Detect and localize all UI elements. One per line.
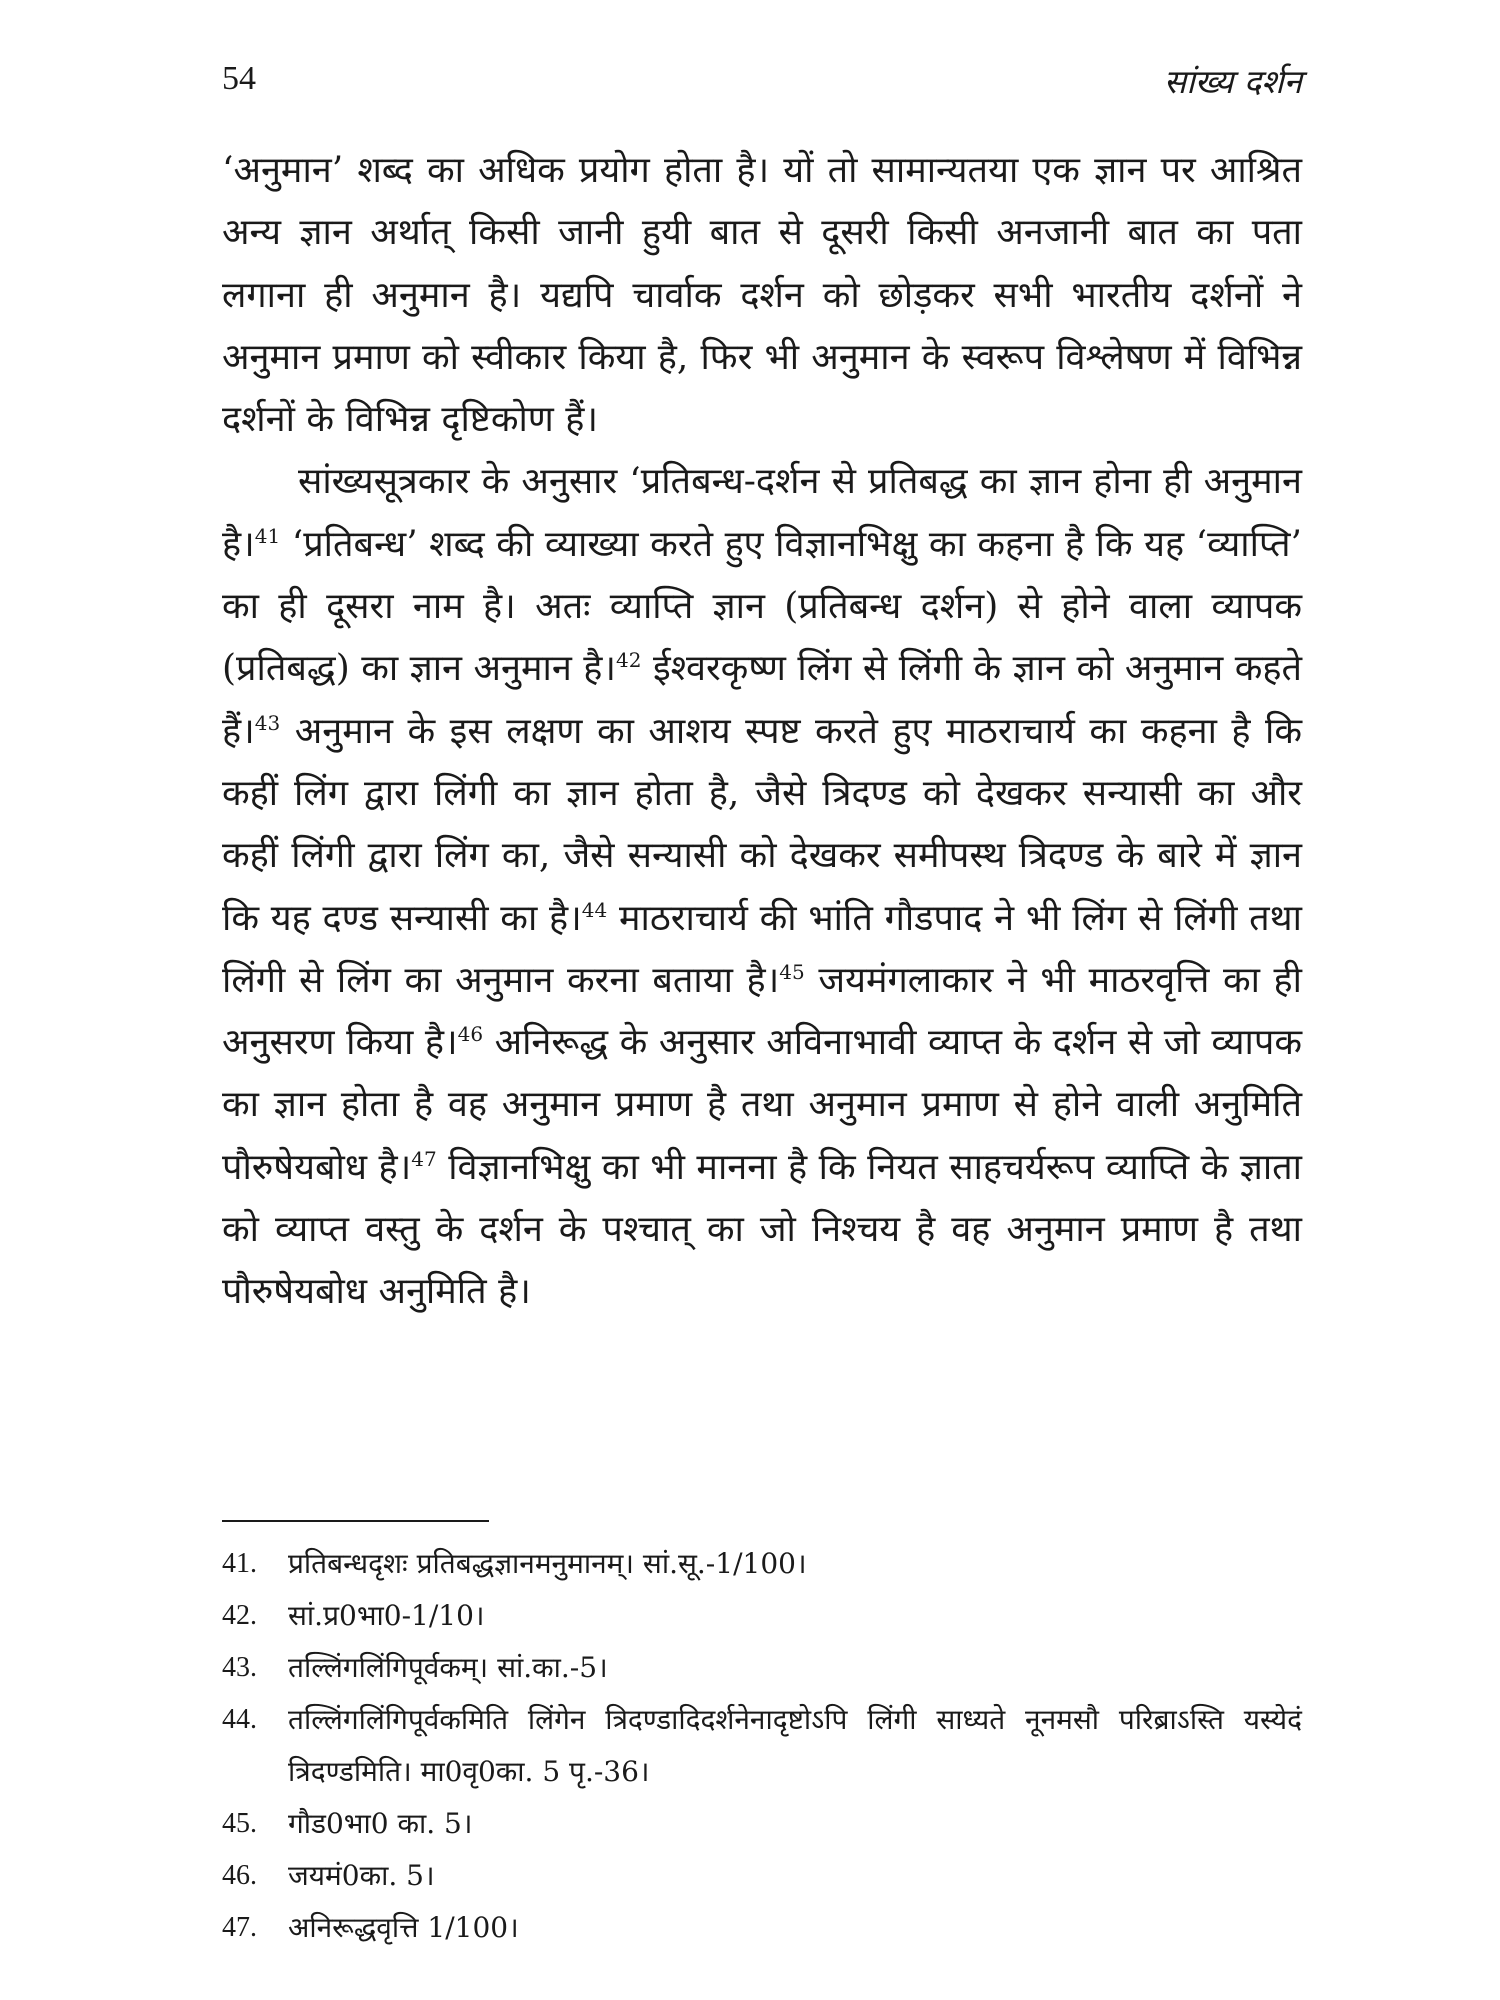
footnote-number: 47.	[222, 1912, 257, 1943]
footnote-42	[222, 1590, 1302, 1642]
footnote-text: अनिरूद्धवृत्ति 1/100।	[288, 1911, 519, 1944]
text-segment: अनुमान के इस लक्षण का आशय स्पष्ट करते हुए माठराचार्य का कहना है कि कहीं लिंग द्वारा लिंगी का ज्ञान होता है, जैसे त्रिदण्ड को देखकर सन्यासी का और कहीं लिंगी द्वारा लिंग का, जैसे सन्यासी को देखकर समीपस्थ त्रिदण्ड के बारे में ज्ञान कि यह दण्ड सन्यासी का है।	[222, 710, 1302, 939]
footnote-text: प्रतिबन्धदृशः प्रतिबद्धज्ञानमनुमानम्। सां.सू.-1/100।	[288, 1547, 807, 1580]
text-segment: जयमंगलाकार ने भी माठरवृत्ति का ही अनुसरण किया है।	[222, 959, 1302, 1064]
footnote-number: 42.	[222, 1600, 257, 1631]
footnote-45	[222, 1798, 1302, 1850]
footnote-text: गौड0भा0 का. 5।	[288, 1807, 473, 1840]
footnote-number: 43.	[222, 1652, 257, 1683]
footnote-number: 45.	[222, 1808, 257, 1839]
text-segment: ईश्वरकृष्ण लिंग से लिंगी के ज्ञान को अनुमान कहते हैं।	[222, 648, 1302, 752]
footnote-number: 41.	[222, 1548, 257, 1579]
footnote-ref-42: 42	[616, 648, 642, 673]
footnote-46	[222, 1850, 1302, 1902]
footnote-text: तल्लिंगलिंगिपूर्वकम्। सां.का.-5।	[288, 1651, 608, 1684]
footnote-47	[222, 1902, 1302, 1954]
footnote-divider	[222, 1520, 489, 1522]
footnote-ref-44: 44	[581, 897, 608, 922]
footnote-43	[222, 1642, 1302, 1694]
footnote-number: 46.	[222, 1860, 257, 1891]
footnote-text: सां.प्र0भा0-1/10।	[288, 1599, 485, 1632]
footnotes	[222, 1538, 1302, 1954]
paragraph-1: ‘अनुमान’ शब्द का अधिक प्रयोग होता है। यों तो सामान्यतया एक ज्ञान पर आश्रित अन्य ज्ञान अर्थात् किसी जानी हुयी बात से दूसरी किसी अनजानी बात का पता लगाना ही अनुमान है। यद्यपि चार्वाक दर्शन को छोड़कर सभी भारतीय दर्शनों ने अनुमान प्रमाण को स्वीकार किया है, फिर भी अनुमान के स्वरूप विश्लेषण में विभिन्न दर्शनों के विभिन्न दृष्टिकोण हैं।	[222, 150, 1302, 441]
footnote-ref-41: 41	[254, 523, 281, 548]
footnote-ref-43: 43	[254, 710, 281, 735]
footnote-ref-46: 46	[457, 1022, 484, 1047]
text-segment: अनिरूद्ध के अनुसार अविनाभावी व्याप्त के दर्शन से जो व्यापक का ज्ञान होता है वह अनुमान प्रमाण है तथा अनुमान प्रमाण से होने वाली अनुमिति पौरुषेयबोध है।	[222, 1022, 1302, 1188]
text-segment: विज्ञानभिक्षु का भी मानना है कि नियत साहचर्यरूप व्याप्ति के ज्ञाता को व्याप्त वस्तु के दर्शन के पश्चात् का जो निश्चय है वह अनुमान प्रमाण है तथा पौरुषेयबोध अनुमिति है।	[222, 1146, 1302, 1313]
footnote-ref-45: 45	[779, 959, 805, 984]
footnote-44	[222, 1694, 1302, 1798]
running-title: सांख्य दर्शन	[1163, 62, 1302, 101]
page-number: 54	[222, 60, 256, 97]
text-segment: माठराचार्य की भांति गौडपाद ने भी लिंग से लिंगी तथा लिंगी से लिंग का अनुमान करना बताया है।	[222, 897, 1302, 1001]
text-segment: ‘प्रतिबन्ध’ शब्द की व्याख्या करते हुए विज्ञानभिक्षु का कहना है कि यह ‘व्याप्ति’ का ही दूसरा नाम है। अतः व्याप्ति ज्ञान (प्रतिबन्ध दर्शन) से होने वाला व्यापक (प्रतिबद्ध) का ज्ञान अनुमान है।	[222, 523, 1302, 690]
footnote-number: 44.	[222, 1704, 257, 1735]
footnote-41	[222, 1538, 1302, 1590]
text-segment: सांख्यसूत्रकार के अनुसार ‘प्रतिबन्ध-दर्शन से प्रतिबद्ध का ज्ञान होना ही अनुमान है।	[222, 461, 1302, 565]
main-text	[222, 140, 1302, 1324]
footnote-text: जयमं0का. 5।	[288, 1859, 435, 1892]
footnote-text: तल्लिंगलिंगिपूर्वकमिति लिंगेन त्रिदण्डादिदर्शनेनादृष्टोऽपि लिंगी साध्यते नूनमसौ परिब्राऽस्ति यस्येदं त्रिदण्डमिति। मा0वृ0का. 5 पृ.-36।	[288, 1703, 1302, 1788]
paragraph-2	[222, 451, 1302, 1323]
footnote-ref-47: 47	[411, 1146, 437, 1171]
